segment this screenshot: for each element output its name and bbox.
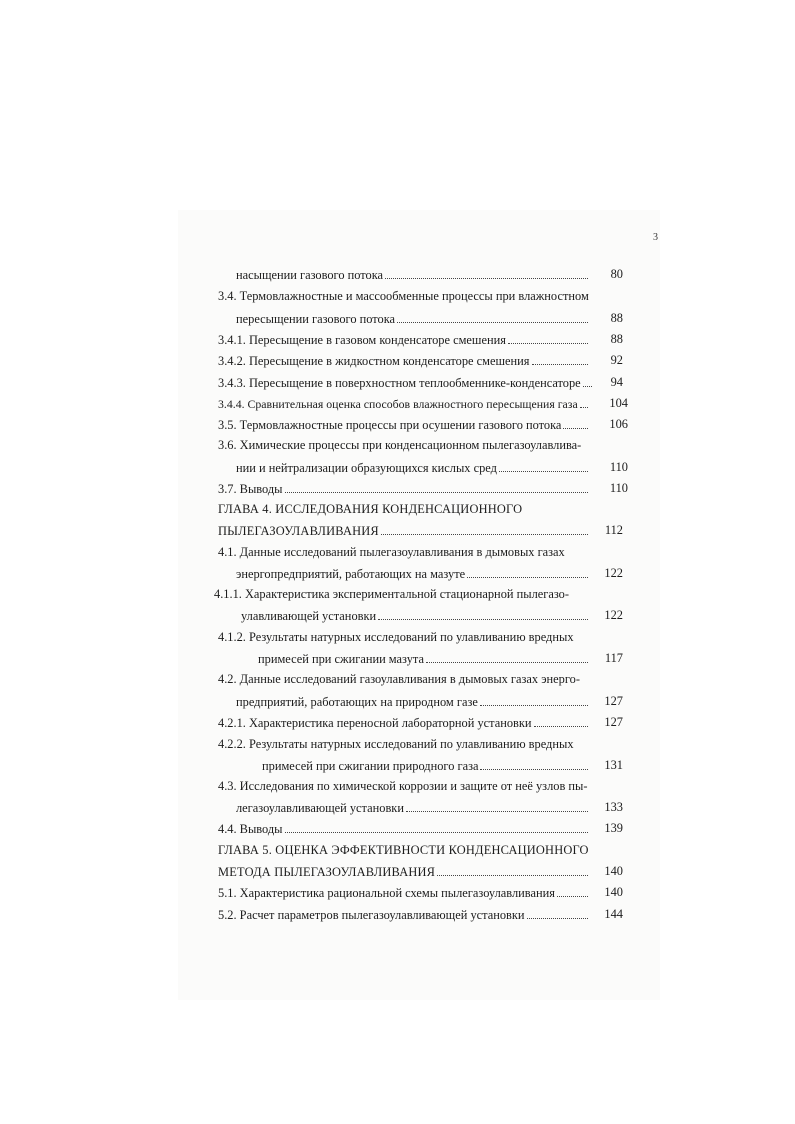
toc-entry-text: нии и нейтрализации образующихся кислых сред — [236, 461, 497, 475]
toc-page-number: 127 — [604, 694, 623, 708]
toc-entry — [236, 264, 590, 284]
toc-entry-first-line: 4.1.1. Характеристика экспериментальной стационарной пылегазо- — [214, 587, 569, 601]
toc-entry — [236, 691, 590, 711]
leader-dots — [426, 648, 588, 663]
toc-entry-text: 3.4.2. Пересыщение в жидкостном конденсаторе смешения — [218, 354, 530, 368]
toc-page-number: 122 — [604, 566, 623, 580]
toc-page-number: 88 — [610, 332, 623, 346]
toc-entry-text: ПЫЛЕГАЗОУЛАВЛИВАНИЯ — [218, 524, 379, 538]
toc-page-number: 117 — [604, 651, 623, 665]
toc-page-number: 88 — [610, 311, 623, 325]
leader-dots — [499, 457, 588, 472]
toc-entry-text: примесей при сжигании мазута — [258, 652, 424, 666]
page-number: 3 — [653, 232, 658, 243]
toc-page-number: 139 — [604, 821, 623, 835]
toc-entry — [218, 904, 590, 924]
toc-page-number: 104 — [609, 396, 628, 410]
toc-entry-text: 3.7. Выводы — [218, 482, 283, 496]
toc-entry-text: 3.5. Термовлажностные процессы при осушении газового потока — [218, 418, 562, 432]
chapter-heading-first-line: ГЛАВА 4. ИССЛЕДОВАНИЯ КОНДЕНСАЦИОННОГО — [218, 502, 523, 516]
leader-dots — [406, 797, 588, 812]
leader-dots — [508, 329, 588, 344]
leader-dots — [381, 520, 588, 535]
toc-entry — [258, 648, 590, 668]
toc-entry-text: 4.4. Выводы — [218, 822, 283, 836]
toc-entry-text: улавливающей установки — [241, 609, 377, 623]
toc-entry — [236, 457, 590, 477]
toc-entry-first-line: 4.3. Исследования по химической коррозии и защите от неё узлов пы- — [218, 779, 588, 793]
chapter-heading-first-line: ГЛАВА 5. ОЦЕНКА ЭФФЕКТИВНОСТИ КОНДЕНСАЦИОННОГО — [218, 843, 589, 857]
leader-dots — [480, 691, 588, 706]
toc-entry-text: 3.4.1. Пересыщение в газовом конденсаторе смешения — [218, 333, 506, 347]
chapter-entry — [218, 520, 590, 540]
leader-dots — [437, 861, 588, 876]
toc-page-number: 133 — [604, 800, 623, 814]
toc-entry-first-line: 4.1.2. Результаты натурных исследований по улавливанию вредных — [218, 630, 574, 644]
toc-entry-text: насыщении газового потока — [236, 268, 384, 282]
toc-entry-text: 5.1. Характеристика рациональной схемы пылегазоулавливания — [218, 886, 555, 900]
toc-entry-text: МЕТОДА ПЫЛЕГАЗОУЛАВЛИВАНИЯ — [218, 865, 436, 879]
leader-dots — [527, 904, 588, 919]
toc-entry-first-line: 4.1. Данные исследований пылегазоулавливания в дымовых газах — [218, 545, 565, 559]
toc-entry — [218, 712, 590, 732]
toc-entry-text: предприятий, работающих на природном газе — [236, 695, 478, 709]
toc-entry-first-line: 3.6. Химические процессы при конденсационном пылегазоулавлива- — [218, 438, 582, 452]
toc-entry-text: энергопредприятий, работающих на мазуте — [236, 567, 466, 581]
toc-entry-text: 5.2. Расчет параметров пылегазоулавливающей установки — [218, 908, 525, 922]
toc-page-number: 140 — [604, 864, 623, 878]
toc-entry — [236, 308, 590, 328]
toc-page-number: 112 — [604, 523, 623, 537]
toc-entry — [218, 818, 590, 838]
leader-dots — [534, 712, 588, 727]
toc-entry-text: пересыщении газового потока — [236, 312, 396, 326]
toc-entry — [218, 478, 590, 498]
leader-dots — [532, 350, 589, 365]
toc-page-number: 127 — [604, 715, 623, 729]
toc-page-number: 122 — [604, 608, 623, 622]
leader-dots — [580, 393, 588, 408]
leader-dots — [467, 563, 588, 578]
toc-page-number: 110 — [609, 481, 628, 495]
toc-entry-text: 3.4.3. Пересыщение в поверхностном теплообменнике-конденсаторе — [218, 376, 581, 390]
toc-entry-text: примесей при сжигании природного газа — [262, 759, 479, 773]
toc-entry — [218, 372, 594, 392]
toc-entry — [218, 393, 590, 413]
leader-dots — [480, 755, 588, 770]
toc-entry-text: легазоулавливающей установки — [236, 801, 404, 815]
leader-dots — [397, 308, 588, 323]
toc-page-number: 110 — [609, 460, 628, 474]
toc-page-number: 144 — [604, 907, 623, 921]
toc-entry-text: 4.2.1. Характеристика переносной лабораторной установки — [218, 716, 532, 730]
toc-entry — [218, 329, 590, 349]
toc-entry-first-line: 4.2. Данные исследований газоулавливания в дымовых газах энерго- — [218, 672, 580, 686]
toc-entry — [218, 350, 590, 370]
toc-page-number: 131 — [604, 758, 623, 772]
toc-page-number: 80 — [610, 267, 623, 281]
toc-entry — [218, 882, 590, 902]
toc-entry-text: 3.4.4. Сравнительная оценка способов влажностного пересыщения газа — [218, 397, 578, 411]
toc-entry — [218, 414, 590, 434]
toc-entry — [236, 563, 590, 583]
toc-entry — [241, 605, 590, 625]
leader-dots — [563, 414, 588, 429]
toc-entry — [262, 755, 590, 775]
toc-page-number: 106 — [609, 417, 628, 431]
toc-entry-first-line: 4.2.2. Результаты натурных исследований по улавливанию вредных — [218, 737, 574, 751]
toc-entry-first-line: 3.4. Термовлажностные и массообменные процессы при влажностном — [218, 289, 589, 303]
leader-dots — [378, 605, 588, 620]
leader-dots — [285, 818, 588, 833]
toc-page-number: 94 — [610, 375, 623, 389]
chapter-entry — [218, 861, 590, 881]
leader-dots — [385, 264, 588, 279]
toc-entry — [236, 797, 590, 817]
toc-page-number: 92 — [610, 353, 623, 367]
toc-page-number: 140 — [604, 885, 623, 899]
leader-dots — [285, 478, 588, 493]
